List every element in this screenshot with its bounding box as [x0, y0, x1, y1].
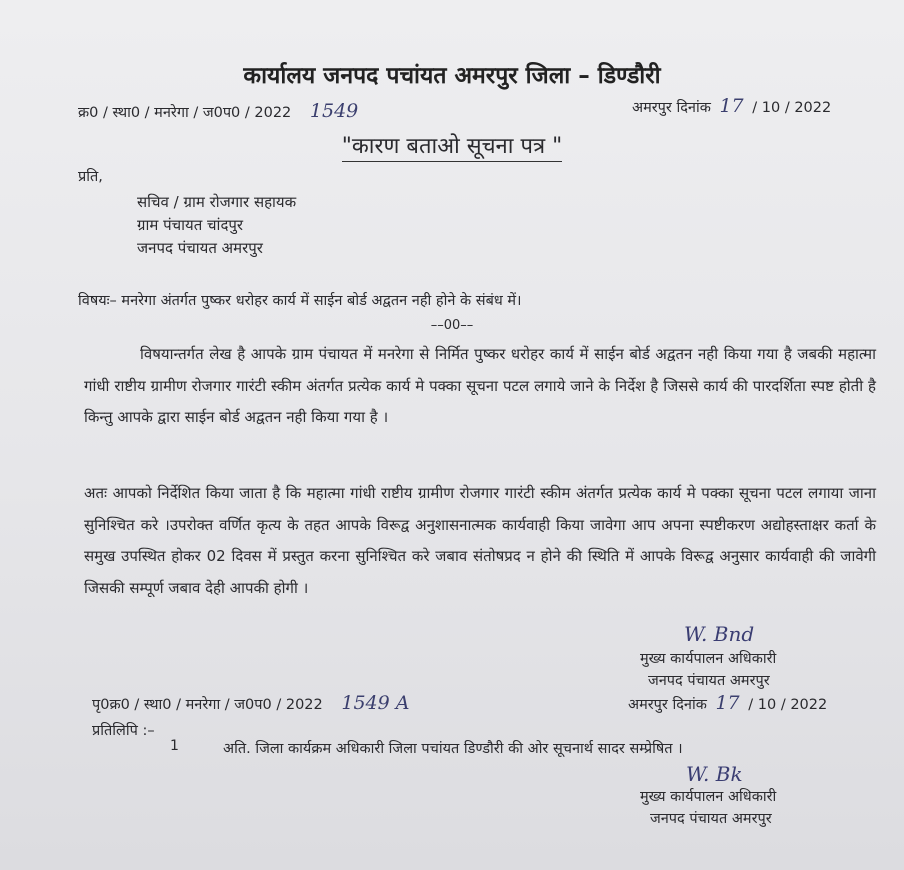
signature-1-date-label: अमरपुर दिनांक: [628, 697, 707, 713]
reference-number-2: [92, 692, 409, 714]
signature-1-date-day: 17: [715, 692, 740, 714]
address-line-1: सचिव / ग्राम रोजगार सहायक: [137, 193, 297, 211]
to-label: प्रति,: [78, 169, 103, 185]
reference-number-printed: क्र0 / स्था0 / मनरेगा / ज0प0 / 2022: [78, 105, 292, 121]
subject-line: विषयः– मनरेगा अंतर्गत पुष्कर धरोहर कार्य में साईन बोर्ड अद्वतन नही होने के संबंध में।: [78, 293, 522, 309]
body-paragraph-1: विषयान्तर्गत लेख है आपके ग्राम पंचायत में मनरेगा से निर्मित पुष्कर धरोहर कार्य में साईन बोर्ड अद्वतन नही किया गया है जबकी महात्मा गांधी राष्टीय ग्रामीण रोजगार गारंटी स्कीम अंतर्गत प्रत्येक कार्य मे पक्का सूचना पटल लगाये जाने के निर्देश है जिससे कार्य की पारदर्शिता स्पष्ट होती है किन्तु आपके द्वारा साईन बोर्ड अद्वतन नही किया गया है ।: [84, 345, 876, 426]
reference-number: [78, 100, 358, 122]
date-label: अमरपुर दिनांक: [632, 100, 711, 116]
signature-2-handwritten: W. Bk: [686, 762, 743, 786]
reference-number-2-handwritten: 1549 A: [341, 692, 410, 714]
copy-to-item-number: 1: [170, 738, 179, 754]
signature-1-office: जनपद पंचायत अमरपुर: [648, 673, 770, 689]
letter-date: [632, 95, 831, 117]
address-line-2: ग्राम पंचायत चांदपुर: [137, 216, 244, 234]
reference-number-2-printed: पृ0क्र0 / स्था0 / मनरेगा / ज0प0 / 2022: [92, 697, 323, 713]
separator: ––00––: [430, 318, 474, 333]
copy-to-label: प्रतिलिपि :–: [92, 723, 155, 739]
date-day-handwritten: 17: [719, 95, 744, 117]
body-paragraph-2: अतः आपको निर्देशित किया जाता है कि महात्मा गांधी राष्टीय ग्रामीण रोजगार गारंटी स्कीम अंतर्गत प्रत्येक कार्य मे पक्का सूचना पटल लगाया जाना सुनिश्चित करे ।उपरोक्त वर्णित कृत्य के तहत आपके विरूद्व अनुशासनात्मक कार्यवाही किया जावेगा आप अपना स्पष्टीकरण अद्योहस्ताक्षर कर्ता के समुख उपस्थित होकर 02 दिवस में प्रस्तुत करना सुनिश्चित करे जबाव संतोषप्रद न होने की स्थिति में आपके विरूद्व अनुसार कार्यवाही की जावेगी जिसकी सम्पूर्ण जबाव देही आपकी होगी ।: [84, 484, 876, 597]
copy-to-item-text: अति. जिला कार्यक्रम अधिकारी जिला पचांयत डिण्डौरी की ओर सूचनार्थ सादर सम्प्रेषित ।: [223, 741, 683, 757]
address-line-3: जनपद पंचायत अमरपुर: [137, 239, 263, 257]
office-title: कार्यालय जनपद पचांयत अमरपुर जिला – डिण्डौरी: [243, 63, 661, 89]
signature-2-designation: मुख्य कार्यपालन अधिकारी: [640, 789, 777, 805]
signature-1-date: [628, 692, 827, 714]
signature-2-office: जनपद पंचायत अमरपुर: [650, 811, 772, 827]
notice-title: [0, 130, 904, 160]
date-rest: / 10 / 2022: [752, 100, 832, 116]
signature-1-designation: मुख्य कार्यपालन अधिकारी: [640, 651, 777, 667]
reference-number-handwritten: 1549: [309, 100, 359, 122]
notice-title-text: "कारण बताओ सूचना पत्र ": [342, 134, 562, 162]
signature-1-date-rest: / 10 / 2022: [748, 697, 828, 713]
signature-1-handwritten: W. Bnd: [684, 622, 755, 646]
